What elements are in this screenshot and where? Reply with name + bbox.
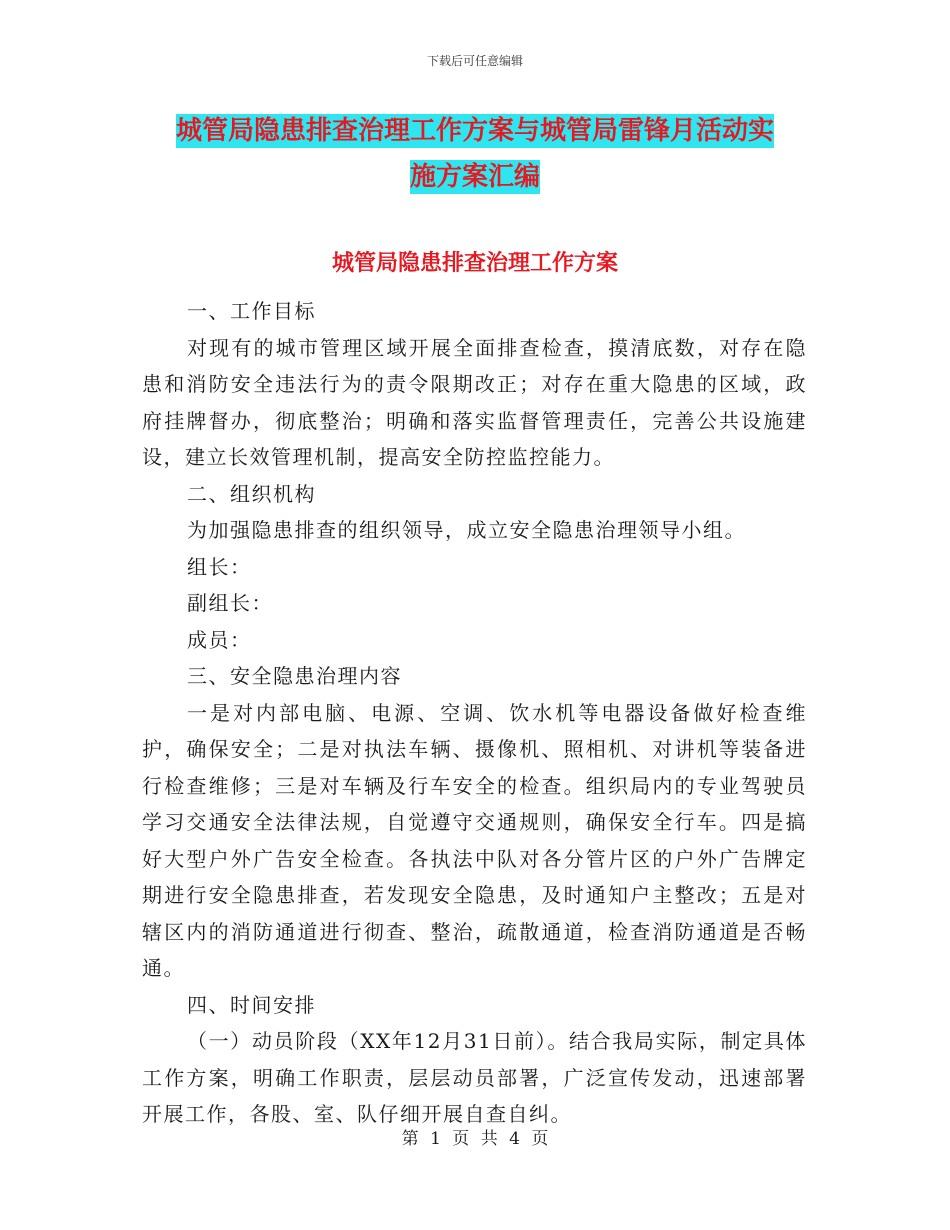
document-title-line-2: 施方案汇编 (409, 162, 540, 192)
heading-schedule: 四、时间安排 (187, 992, 316, 1017)
heading-hazard-content: 三、安全隐患治理内容 (187, 664, 402, 688)
line-team-leader: 组长： (187, 554, 252, 579)
heading-work-goal: 一、工作目标 (187, 299, 316, 323)
paragraph-work-goal: 对现有的城市管理区域开展全面排查检查，摸清底数，对存在隐患和消防安全违法行为的责令限期改正；对存在重大隐患的区域，政府挂牌督办，彻底整治；明确和落实监督管理责任，完善公共设施建设，建立长效管理机制，提高安全防控监控能力。 (142, 335, 807, 469)
line-deputy-leader: 副组长： (187, 591, 273, 615)
paragraph-hazard-content: 一是对内部电脑、电源、空调、饮水机等电器设备做好检查维护，确保安全；二是对执法车辆、摄像机、照相机、对讲机等装备进行检查维修；三是对车辆及行车安全的检查。组织局内的专业驾驶员学习交通安全法律法规，自觉遵守交通规则，确保安全行车。四是搞好大型户外广告安全检查。各执法中队对各分管片区的户外广告牌定期进行安全隐患排查，若发现安全隐患，及时通知户主整改；五是对辖区内的消防通道进行彻查、整治，疏散通道，检查消防通道是否畅通。 (142, 700, 807, 980)
document-body (142, 293, 807, 1133)
document-title-line-1: 城管局隐患排查治理工作方案与城管局雷锋月活动实 (175, 116, 774, 146)
document-title (140, 108, 810, 200)
paragraph-organization: 为加强隐患排查的组织领导，成立安全隐患治理领导小组。 (187, 518, 746, 542)
section-title: 城管局隐患排查治理工作方案 (331, 251, 618, 276)
header-note: 下载后可任意编辑 (426, 54, 523, 68)
line-members: 成员： (187, 627, 252, 652)
paragraph-schedule-stage-1: （一）动员阶段（XX年12月31日前）。结合我局实际，制定具体工作方案，明确工作职责，层层动员部署，广泛宣传发动，迅速部署开展工作，各股、室、队仔细开展自查自纠。 (142, 1029, 807, 1126)
heading-organization: 二、组织机构 (187, 481, 316, 506)
page-number: 第 1 页 共 4 页 (401, 1129, 549, 1149)
